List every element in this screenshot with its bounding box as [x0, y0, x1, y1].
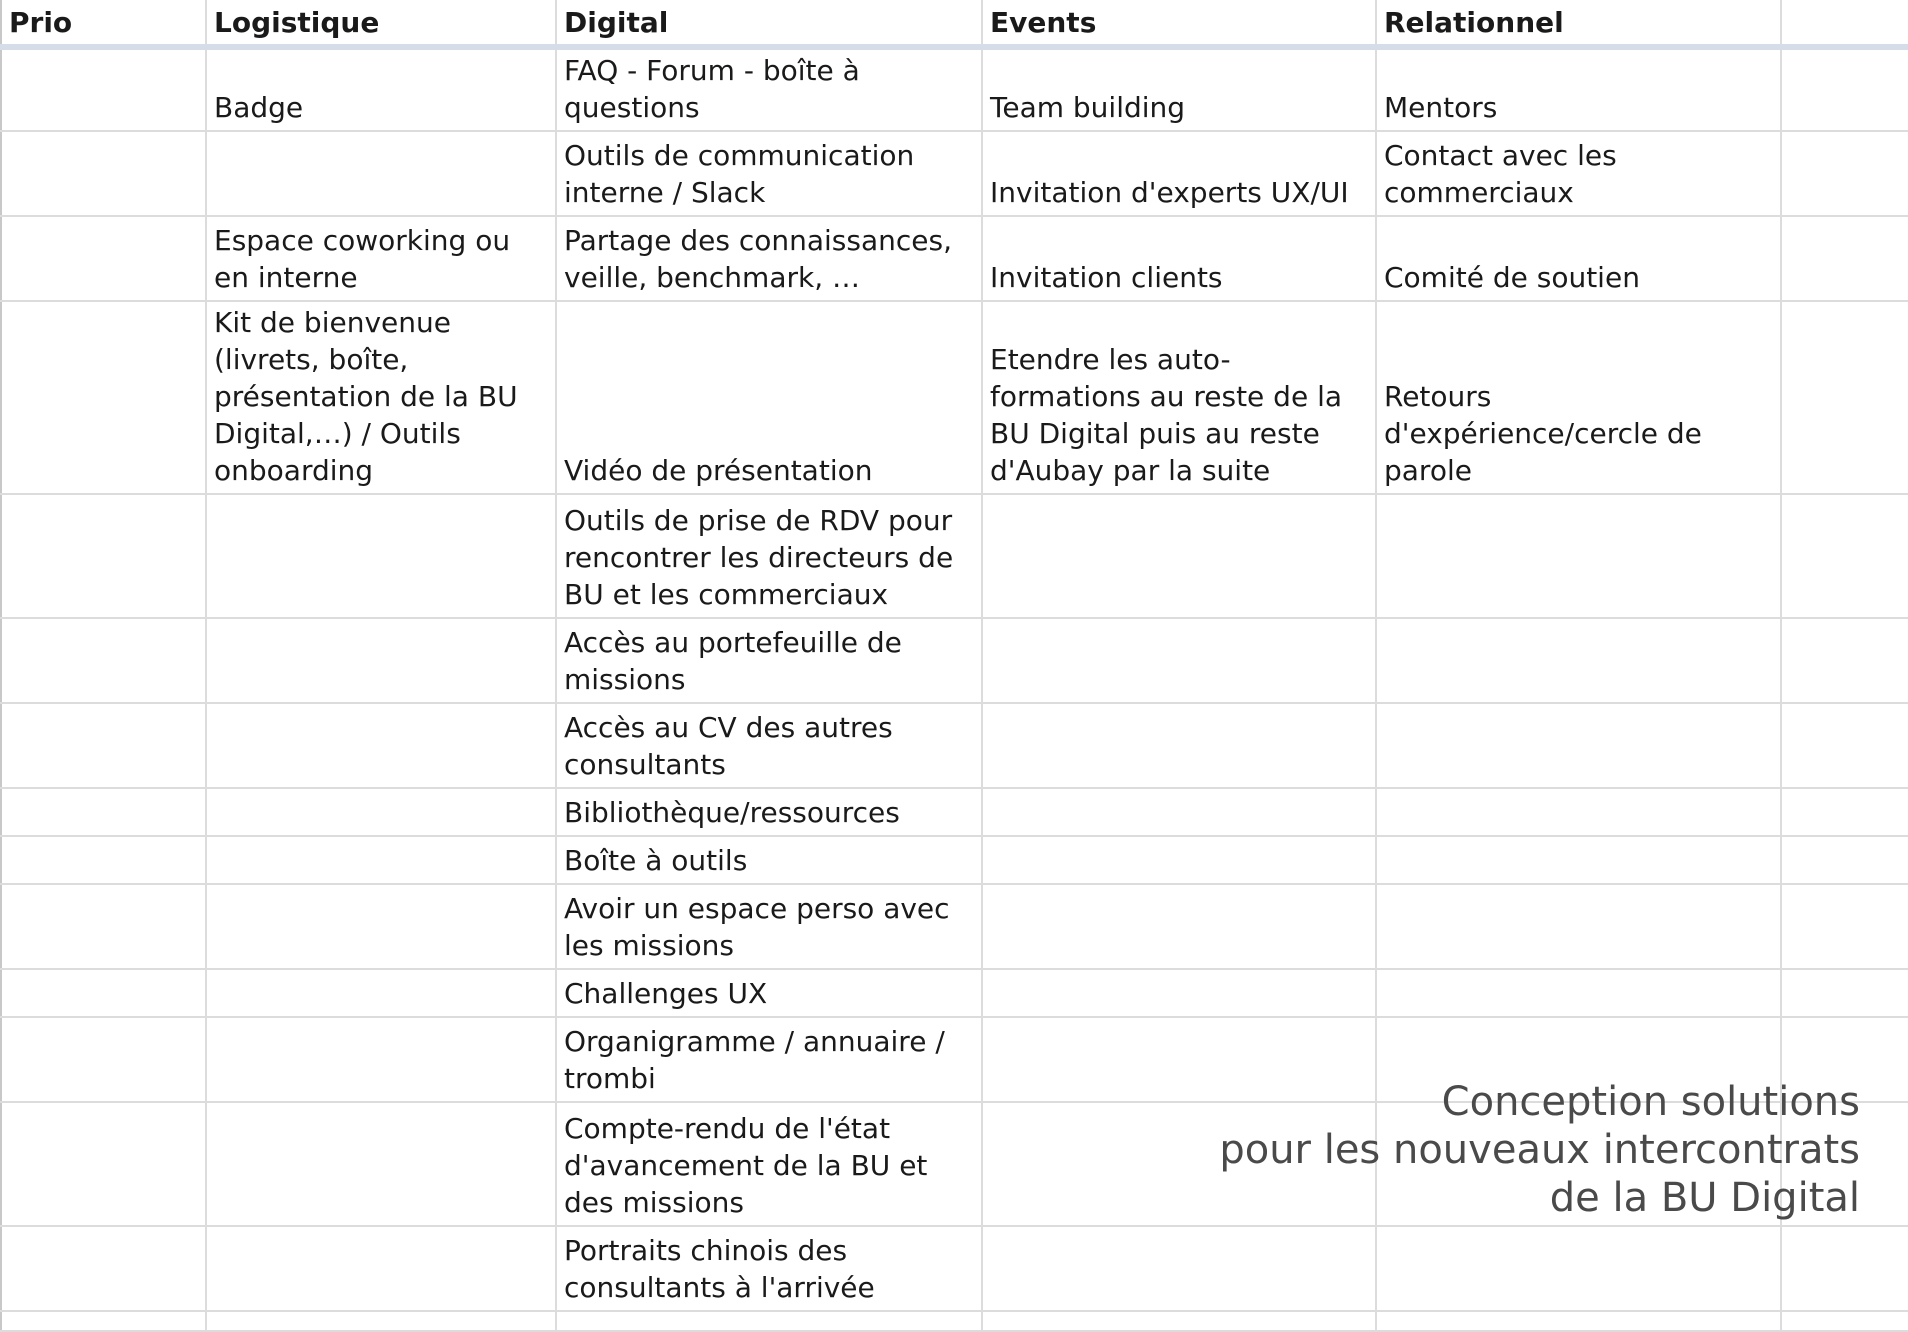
- cell-prio[interactable]: [1, 494, 206, 618]
- cell-logistique[interactable]: Badge: [206, 47, 556, 131]
- cell-digital[interactable]: Challenges UX: [556, 969, 982, 1017]
- cell-prio[interactable]: [1, 1102, 206, 1226]
- cell-relationnel[interactable]: [1376, 969, 1781, 1017]
- cell-logistique[interactable]: [206, 969, 556, 1017]
- cell-logistique[interactable]: [206, 131, 556, 216]
- table-row: [1, 1226, 1908, 1311]
- cell-logistique[interactable]: [206, 788, 556, 836]
- cell-prio[interactable]: [1, 884, 206, 969]
- cell-digital[interactable]: Portraits chinois des consultants à l'arrivée: [556, 1226, 982, 1311]
- caption-line-2: pour les nouveaux intercontrats: [1219, 1127, 1860, 1173]
- cell-empty[interactable]: [1781, 969, 1908, 1017]
- cell-empty[interactable]: [1781, 216, 1908, 301]
- cell-prio[interactable]: [1, 301, 206, 494]
- cell-relationnel[interactable]: [1376, 884, 1781, 969]
- cell-events[interactable]: [982, 618, 1376, 703]
- column-header-logistique[interactable]: Logistique: [206, 0, 556, 47]
- cell-digital[interactable]: Accès au portefeuille de missions: [556, 618, 982, 703]
- cell-relationnel[interactable]: [1376, 618, 1781, 703]
- column-header-relationnel[interactable]: Relationnel: [1376, 0, 1781, 47]
- cell-relationnel[interactable]: [1376, 788, 1781, 836]
- cell-digital[interactable]: Partage des connaissances, veille, benchmark, …: [556, 216, 982, 301]
- cell-prio[interactable]: [1, 1226, 206, 1311]
- cell-relationnel[interactable]: Retours d'expérience/cercle de parole: [1376, 301, 1781, 494]
- caption-line-3: de la BU Digital: [1549, 1175, 1860, 1221]
- table-row: [1, 47, 1908, 131]
- table-row: [1, 836, 1908, 884]
- cell-logistique[interactable]: [206, 1102, 556, 1226]
- cell-logistique[interactable]: Kit de bienvenue (livrets, boîte, présentation de la BU Digital,…) / Outils onboarding: [206, 301, 556, 494]
- cell-empty[interactable]: [1781, 884, 1908, 969]
- cell-logistique[interactable]: [206, 1226, 556, 1311]
- cell-events[interactable]: Team building: [982, 47, 1376, 131]
- cell-relationnel[interactable]: [1376, 703, 1781, 788]
- table-row: [1, 884, 1908, 969]
- table-row: [1, 788, 1908, 836]
- slide-caption: [1219, 1078, 1860, 1222]
- cell-logistique[interactable]: [206, 703, 556, 788]
- table-row: [1, 216, 1908, 301]
- cell-empty[interactable]: [1781, 836, 1908, 884]
- cell-relationnel[interactable]: Comité de soutien: [1376, 216, 1781, 301]
- caption-line-1: Conception solutions: [1441, 1079, 1860, 1125]
- column-header-prio[interactable]: Prio: [1, 0, 206, 47]
- table-row: [1, 969, 1908, 1017]
- cell-digital[interactable]: Bibliothèque/ressources: [556, 788, 982, 836]
- cell-events[interactable]: [982, 1226, 1376, 1311]
- column-header-events[interactable]: Events: [982, 0, 1376, 47]
- cell-digital[interactable]: Vidéo de présentation: [556, 301, 982, 494]
- cell-events[interactable]: Etendre les auto-formations au reste de la BU Digital puis au reste d'Aubay par la suite: [982, 301, 1376, 494]
- cell-digital[interactable]: Avoir un espace perso avec les missions: [556, 884, 982, 969]
- cell-prio[interactable]: [1, 836, 206, 884]
- cell-empty[interactable]: [1781, 618, 1908, 703]
- cell-digital[interactable]: Accès au CV des autres consultants: [556, 703, 982, 788]
- column-header-digital[interactable]: Digital: [556, 0, 982, 47]
- table-row: [1, 618, 1908, 703]
- cell-prio[interactable]: [1, 1017, 206, 1102]
- cell-events[interactable]: [982, 494, 1376, 618]
- cell-empty[interactable]: [1781, 703, 1908, 788]
- cell-logistique[interactable]: [206, 884, 556, 969]
- cell-events[interactable]: Invitation clients: [982, 216, 1376, 301]
- cell-events[interactable]: [982, 788, 1376, 836]
- cell-prio[interactable]: [1, 618, 206, 703]
- header-row: [1, 0, 1908, 47]
- cell-events[interactable]: [982, 884, 1376, 969]
- cell-digital[interactable]: Boîte à outils: [556, 836, 982, 884]
- cell-empty[interactable]: [1781, 47, 1908, 131]
- cell-prio[interactable]: [1, 788, 206, 836]
- cell-digital[interactable]: Outils de prise de RDV pour rencontrer les directeurs de BU et les commerciaux: [556, 494, 982, 618]
- cell-prio[interactable]: [1, 47, 206, 131]
- table-row: [1, 703, 1908, 788]
- cell-empty[interactable]: [1781, 131, 1908, 216]
- cell-logistique[interactable]: [206, 1311, 556, 1331]
- cell-empty[interactable]: [1781, 788, 1908, 836]
- cell-digital[interactable]: FAQ - Forum - boîte à questions: [556, 47, 982, 131]
- cell-logistique[interactable]: [206, 1017, 556, 1102]
- table-row: [1, 301, 1908, 494]
- cell-prio[interactable]: [1, 216, 206, 301]
- table-row: [1, 494, 1908, 618]
- cell-prio[interactable]: [1, 969, 206, 1017]
- cell-relationnel[interactable]: [1376, 836, 1781, 884]
- cell-prio[interactable]: [1, 1311, 206, 1331]
- cell-digital[interactable]: Outils de communication interne / Slack: [556, 131, 982, 216]
- cell-logistique[interactable]: [206, 836, 556, 884]
- cell-empty[interactable]: [1781, 301, 1908, 494]
- cell-digital[interactable]: Organigramme / annuaire / trombi: [556, 1017, 982, 1102]
- table-row: [1, 1311, 1908, 1331]
- cell-empty[interactable]: [1781, 1311, 1908, 1331]
- cell-events[interactable]: [982, 836, 1376, 884]
- cell-events[interactable]: [982, 703, 1376, 788]
- cell-events[interactable]: [982, 969, 1376, 1017]
- cell-events[interactable]: [982, 1311, 1376, 1331]
- cell-empty[interactable]: [1781, 1226, 1908, 1311]
- cell-prio[interactable]: [1, 703, 206, 788]
- cell-relationnel[interactable]: Contact avec les commerciaux: [1376, 131, 1781, 216]
- cell-logistique[interactable]: [206, 494, 556, 618]
- cell-events[interactable]: Invitation d'experts UX/UI: [982, 131, 1376, 216]
- cell-logistique[interactable]: Espace coworking ou en interne: [206, 216, 556, 301]
- cell-relationnel[interactable]: [1376, 1311, 1781, 1331]
- cell-digital[interactable]: [556, 1311, 982, 1331]
- cell-prio[interactable]: [1, 131, 206, 216]
- table-row: [1, 131, 1908, 216]
- cell-empty[interactable]: [1781, 494, 1908, 618]
- cell-relationnel[interactable]: [1376, 1226, 1781, 1311]
- cell-logistique[interactable]: [206, 618, 556, 703]
- empty-column-header[interactable]: [1781, 0, 1908, 47]
- cell-digital[interactable]: Compte-rendu de l'état d'avancement de la BU et des missions: [556, 1102, 982, 1226]
- cell-relationnel[interactable]: [1376, 494, 1781, 618]
- cell-relationnel[interactable]: Mentors: [1376, 47, 1781, 131]
